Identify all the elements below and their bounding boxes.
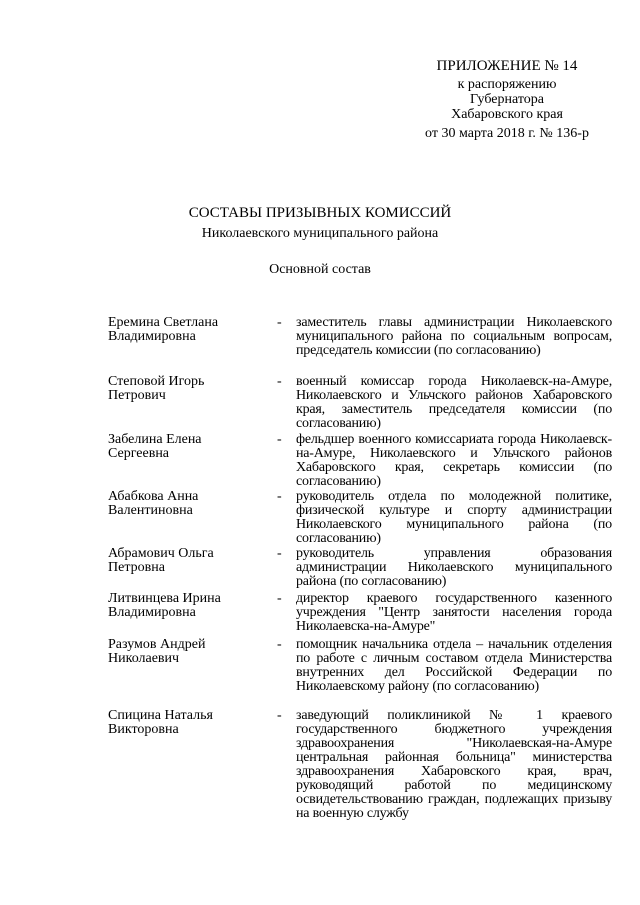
- member-name: Разумов Андрей Николаевич: [108, 637, 206, 666]
- member-dash: -: [277, 489, 282, 504]
- member-dash: -: [277, 637, 282, 652]
- member-name: Степовой Игорь Петрович: [108, 374, 205, 403]
- member-role: руководитель отдела по молодежной политике, физической культуре и спорту администрации Николаевского муниципального района (по согласованию): [296, 489, 612, 546]
- appendix-date: от 30 марта 2018 г. № 136-р: [425, 126, 589, 141]
- appendix-title: ПРИЛОЖЕНИЕ № 14: [436, 58, 578, 74]
- member-dash: -: [277, 315, 282, 330]
- member-role: директор краевого государственного казенного учреждения "Центр занятости населения города Николаевска-на-Амуре": [296, 591, 612, 634]
- appendix-line-3: Хабаровского края: [451, 107, 563, 122]
- member-dash: -: [277, 546, 282, 561]
- member-dash: -: [277, 432, 282, 447]
- member-name: Забелина Елена Сергеевна: [108, 432, 202, 461]
- appendix-block: [395, 59, 619, 141]
- member-role: заместитель главы администрации Николаевского муниципального района по социальным вопросам, председатель комиссии (по согласованию): [296, 315, 612, 358]
- member-role: заведующий поликлиникой № 1 краевого государственного бюджетного учреждения здравоохранения "Николаевская-на-Амуре центральная районная больница" министерства здравоохранения Хабаровского края, врач, руководящий работой по медицинскому освидетельствованию граждан, подлежащих призыву на военную службу: [296, 708, 612, 821]
- section-title: Основной состав: [269, 262, 371, 277]
- member-name: Спицина Наталья Викторовна: [108, 708, 213, 737]
- member-role: фельдшер военного комиссариата города Николаевск-на-Амуре, Николаевского и Ульчского районов Хабаровского края, секретарь комиссии (по согласованию): [296, 432, 612, 489]
- member-role: руководитель управления образования администрации Николаевского муниципального района (по согласованию): [296, 546, 612, 589]
- member-name: Абабкова Анна Валентиновна: [108, 489, 199, 518]
- member-name: Абрамович Ольга Петровна: [108, 546, 214, 575]
- document-title: СОСТАВЫ ПРИЗЫВНЫХ КОМИССИЙ: [188, 205, 452, 221]
- member-name: Еремина Светлана Владимировна: [108, 315, 219, 344]
- appendix-line-1: к распоряжению: [457, 77, 557, 92]
- member-dash: -: [277, 708, 282, 723]
- member-role: военный комиссар города Николаевск-на-Амуре, Николаевского и Ульчского районов Хабаровского края, заместитель председателя комиссии (по согласованию): [296, 374, 612, 431]
- member-dash: -: [277, 374, 282, 389]
- member-role: помощник начальника отдела – начальник отделения по работе с личным составом отдела Министерства внутренних дел Российской Федерации по Николаевскому району (по согласованию): [296, 637, 612, 694]
- document-subtitle: Николаевского муниципального района: [201, 226, 439, 241]
- member-dash: -: [277, 591, 282, 606]
- member-name: Литвинцева Ирина Владимировна: [108, 591, 221, 620]
- appendix-line-2: Губернатора: [469, 92, 545, 107]
